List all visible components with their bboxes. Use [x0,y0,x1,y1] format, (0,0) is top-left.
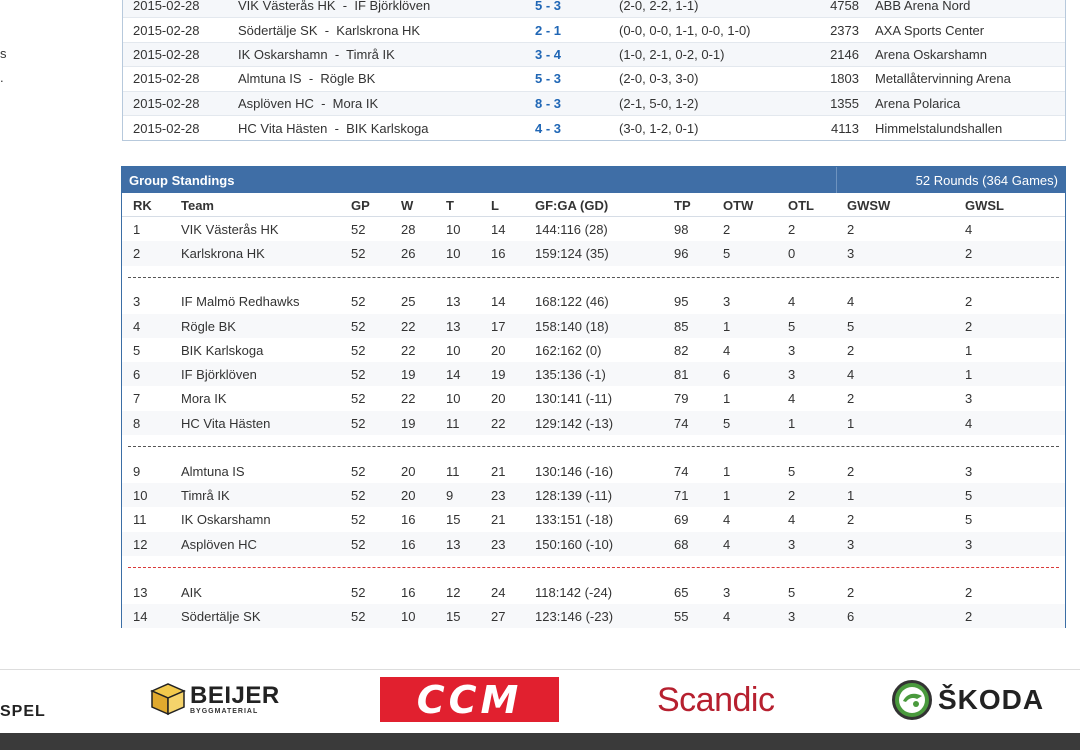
cell-ot-losses: 4 [788,512,796,528]
game-teams[interactable] [238,96,378,111]
cell-gw-shootout-wins: 6 [847,608,855,624]
cell-wins: 20 [401,488,416,504]
cell-gw-shootout-losses: 4 [965,222,973,237]
game-attendance: 1355 [830,95,859,111]
cell-goals: 162:162 (0) [535,342,602,358]
game-attendance: 4758 [830,0,859,14]
game-arena: Arena Polarica [875,95,961,111]
cell-wins: 16 [401,536,416,552]
cell-team[interactable]: IF Malmö Redhawks [181,294,300,310]
cell-games-played: 52 [351,608,366,624]
cell-gw-shootout-losses: 2 [965,584,973,600]
scandic-logo[interactable]: Scandic [657,681,775,719]
cell-ot-wins: 3 [723,294,731,310]
teams-separator: - [313,95,333,111]
cell-goals: 133:151 (-18) [535,512,614,528]
cell-losses: 23 [491,488,506,504]
cell-goals: 159:124 (35) [535,246,609,262]
game-teams[interactable] [238,47,395,62]
cell-wins: 10 [401,608,416,624]
game-row[interactable] [123,0,1065,18]
game-score[interactable]: 3 - 4 [535,46,562,62]
cell-ot-losses: 5 [788,463,796,479]
cell-points: 74 [674,415,689,431]
cell-games-played: 52 [351,391,366,407]
ccm-text: CCM [416,677,523,722]
teams-separator: - [327,120,347,136]
cell-points: 71 [674,488,689,504]
cell-wins: 22 [401,318,416,334]
game-row[interactable] [123,43,1065,67]
column-header-ot-wins[interactable]: OTW [723,198,754,213]
cell-ot-losses: 3 [788,367,796,383]
cell-ot-wins: 3 [723,584,731,600]
spel-logo[interactable]: SPEL [0,703,46,720]
standings-row[interactable] [122,459,1065,483]
home-team[interactable]: IK Oskarshamn [238,46,328,62]
game-periods: (2-0, 2-2, 1-1) [619,0,699,14]
cell-gw-shootout-wins: 1 [847,415,855,431]
cell-ties: 13 [446,318,461,334]
cell-games-played: 52 [351,463,366,479]
beijer-logo[interactable] [150,682,280,716]
game-teams[interactable] [238,71,375,86]
game-row[interactable] [123,18,1065,42]
beijer-name: BEIJER [190,681,280,709]
cell-team[interactable]: BIK Karlskoga [181,342,264,358]
cell-ot-losses: 2 [788,488,796,504]
game-attendance: 4113 [831,120,859,136]
cell-team[interactable]: IF Björklöven [181,367,257,383]
cell-losses: 20 [491,342,506,358]
cell-losses: 24 [491,584,506,600]
cell-ot-losses: 2 [788,222,796,237]
cell-losses: 19 [491,367,506,383]
cell-rank: 9 [133,463,141,479]
cell-points: 69 [674,512,689,528]
cell-games-played: 52 [351,318,366,334]
cell-gw-shootout-losses: 2 [965,318,973,334]
cell-ties: 11 [446,463,460,479]
standings-row[interactable] [122,532,1065,556]
cell-gw-shootout-wins: 4 [847,367,855,383]
cell-ot-wins: 5 [723,415,731,431]
away-team[interactable]: Mora IK [332,95,379,111]
beijer-subtitle: BYGGMATERIAL [190,707,259,715]
cell-gw-shootout-wins: 2 [847,342,855,358]
cell-wins: 22 [401,391,416,407]
standings-row[interactable] [122,362,1065,386]
standings-column-headers [122,193,1065,217]
cell-gw-shootout-losses: 5 [965,488,973,504]
cell-losses: 21 [491,512,506,528]
cell-ot-wins: 4 [723,512,731,528]
column-header-team[interactable]: Team [181,198,214,213]
cell-rank: 13 [133,584,148,600]
cell-gw-shootout-wins: 2 [847,463,855,479]
away-team[interactable]: Rögle BK [320,71,376,87]
cell-gw-shootout-wins: 3 [847,536,855,552]
cell-points: 55 [674,608,689,624]
cell-points: 81 [674,367,689,383]
sponsor-bar [0,669,1080,733]
teams-separator: - [335,0,355,14]
cell-gw-shootout-wins: 2 [847,391,855,407]
game-teams[interactable] [238,121,429,136]
cell-goals: 128:139 (-11) [535,488,613,504]
cell-games-played: 52 [351,512,366,528]
box-icon [150,682,186,716]
cell-ot-wins: 1 [723,463,731,479]
column-header-losses[interactable]: L [491,198,499,213]
cell-points: 85 [674,318,689,334]
game-score[interactable]: 5 - 3 [535,71,562,87]
cell-games-played: 52 [351,246,366,262]
cell-wins: 16 [401,584,416,600]
cell-ot-wins: 4 [723,608,731,624]
cell-games-played: 52 [351,294,366,310]
cell-rank: 5 [133,342,141,358]
standings-row[interactable] [122,580,1065,604]
cut-off-text: s [0,46,7,61]
cut-off-text: . [0,70,4,85]
cell-wins: 19 [401,415,416,431]
standings-row[interactable] [122,411,1065,435]
game-date: 2015-02-28 [133,120,200,136]
standings-body [122,217,1065,628]
group-standings-table [121,166,1066,628]
teams-separator: - [301,71,321,87]
cell-gw-shootout-wins: 3 [847,246,855,262]
cell-ot-losses: 4 [788,294,796,310]
relegation-divider [122,556,1065,580]
cell-ot-wins: 5 [723,246,731,262]
cell-games-played: 52 [351,222,366,237]
standings-row[interactable] [122,483,1065,507]
cell-games-played: 52 [351,536,366,552]
cell-losses: 16 [491,246,506,262]
cell-wins: 20 [401,463,416,479]
game-arena: Metallåtervinning Arena [875,71,1011,87]
cell-ot-losses: 3 [788,608,796,624]
column-header-rank[interactable]: RK [133,198,152,213]
cell-losses: 17 [491,318,506,334]
standings-row[interactable] [122,217,1065,241]
cell-gw-shootout-wins: 2 [847,584,855,600]
cell-team[interactable]: HC Vita Hästen [181,415,271,431]
cell-ot-losses: 0 [788,246,796,262]
header-divider [836,167,837,193]
cell-ot-wins: 4 [723,536,731,552]
cell-games-played: 52 [351,367,366,383]
standings-header [122,167,1065,193]
game-score[interactable]: 4 - 3 [535,120,562,136]
cell-rank: 14 [133,608,148,624]
game-score[interactable]: 5 - 3 [535,0,562,14]
standings-row[interactable] [122,338,1065,362]
cell-goals: 158:140 (18) [535,318,609,334]
cell-team[interactable]: AIK [181,584,202,600]
standings-row[interactable] [122,386,1065,410]
game-arena: AXA Sports Center [875,22,985,38]
cell-rank: 1 [133,222,141,237]
cell-team[interactable]: Karlskrona HK [181,246,265,262]
cell-goals: 130:141 (-11) [535,391,613,407]
cell-ties: 10 [446,342,461,358]
cell-team[interactable]: Asplöven HC [181,536,257,552]
cell-ot-wins: 2 [723,222,731,237]
cell-goals: 130:146 (-16) [535,463,614,479]
footer-bar [0,733,1080,750]
cell-team[interactable]: Almtuna IS [181,463,245,479]
cell-losses: 14 [491,222,506,237]
cell-goals: 123:146 (-23) [535,608,614,624]
away-team[interactable]: Timrå IK [346,46,395,62]
teams-separator: - [317,22,337,38]
teams-separator: - [327,46,347,62]
cell-gw-shootout-losses: 2 [965,294,973,310]
cell-rank: 8 [133,415,141,431]
game-row[interactable] [123,67,1065,91]
cell-points: 82 [674,342,689,358]
game-row[interactable] [123,116,1065,140]
cell-gw-shootout-losses: 2 [965,608,973,624]
cell-losses: 22 [491,415,506,431]
standings-row[interactable] [122,314,1065,338]
game-row[interactable] [123,92,1065,116]
cell-rank: 10 [133,488,148,504]
game-teams[interactable] [238,0,430,13]
standings-row[interactable] [122,289,1065,313]
game-date: 2015-02-28 [133,22,200,38]
cell-ties: 15 [446,512,461,528]
cell-goals: 118:142 (-24) [535,584,613,600]
game-arena: ABB Arena Nord [875,0,971,14]
cell-rank: 11 [133,512,147,528]
game-arena: Arena Oskarshamn [875,46,987,62]
game-arena: Himmelstalundshallen [875,120,1003,136]
cell-team[interactable]: Timrå IK [181,488,230,504]
cell-gw-shootout-wins: 2 [847,512,855,528]
cell-points: 98 [674,222,689,237]
cell-ot-wins: 6 [723,367,731,383]
away-team[interactable]: BIK Karlskoga [346,120,429,136]
cell-team[interactable]: Södertälje SK [181,608,261,624]
away-team[interactable]: IF Björklöven [354,0,431,14]
skoda-name: ŠKODA [938,684,1045,715]
cell-games-played: 52 [351,415,366,431]
cell-ties: 10 [446,246,461,262]
cell-points: 74 [674,463,689,479]
game-periods: (1-0, 2-1, 0-2, 0-1) [619,46,725,62]
cell-games-played: 52 [351,584,366,600]
cell-losses: 20 [491,391,506,407]
cell-rank: 2 [133,246,141,262]
cell-games-played: 52 [351,488,366,504]
cell-goals: 150:160 (-10) [535,536,614,552]
column-header-gw-shootout-losses[interactable]: GWSL [965,198,1004,213]
cell-team[interactable]: Mora IK [181,391,227,407]
game-attendance: 2373 [830,22,859,38]
column-header-wins[interactable]: W [401,198,414,213]
cell-wins: 26 [401,246,416,262]
ccm-logo[interactable] [380,677,559,722]
cell-rank: 12 [133,536,148,552]
cell-team[interactable]: Rögle BK [181,318,236,334]
column-header-ot-losses[interactable]: OTL [788,198,814,213]
cell-ties: 13 [446,294,461,310]
cell-ties: 10 [446,391,461,407]
cell-rank: 6 [133,367,141,383]
cell-goals: 168:122 (46) [535,294,609,310]
cell-ties: 9 [446,488,454,504]
cell-gw-shootout-losses: 5 [965,512,973,528]
cell-losses: 14 [491,294,506,310]
cell-rank: 7 [133,391,141,407]
standings-row[interactable] [122,604,1065,628]
cell-goals: 135:136 (-1) [535,367,606,383]
column-header-ties[interactable]: T [446,198,454,213]
cell-ties: 10 [446,222,461,237]
cell-gw-shootout-losses: 3 [965,463,973,479]
cell-points: 95 [674,294,689,310]
game-score[interactable]: 8 - 3 [535,95,562,111]
game-date: 2015-02-28 [133,0,200,14]
game-score[interactable]: 2 - 1 [535,22,562,38]
column-header-points[interactable]: TP [674,198,691,213]
cell-ot-wins: 4 [723,342,731,358]
cell-games-played: 52 [351,342,366,358]
skoda-arrow-icon [892,680,932,720]
game-teams[interactable] [238,23,420,38]
game-attendance: 1803 [830,71,859,87]
group-divider [122,266,1065,290]
standings-row[interactable] [122,507,1065,531]
column-header-goals[interactable]: GF:GA (GD) [535,198,609,213]
game-date: 2015-02-28 [133,71,200,87]
cell-wins: 28 [401,222,416,237]
game-periods: (3-0, 1-2, 0-1) [619,120,699,136]
home-team[interactable]: Almtuna IS [238,71,302,87]
cell-ot-losses: 1 [788,415,796,431]
cell-rank: 3 [133,294,141,310]
column-header-games-played[interactable]: GP [351,198,370,213]
cell-gw-shootout-wins: 1 [847,488,855,504]
cell-ties: 14 [446,367,461,383]
home-team[interactable]: Asplöven HC [238,95,314,111]
cell-ot-losses: 3 [788,536,796,552]
cell-ot-losses: 5 [788,584,796,600]
cell-losses: 23 [491,536,506,552]
cell-gw-shootout-losses: 4 [965,415,973,431]
cell-ties: 12 [446,584,461,600]
cell-ties: 11 [446,415,460,431]
home-team[interactable]: HC Vita Hästen [238,120,328,136]
cell-gw-shootout-wins: 4 [847,294,855,310]
game-periods: (0-0, 0-0, 1-1, 0-0, 1-0) [619,22,751,38]
cell-gw-shootout-wins: 5 [847,318,855,334]
game-date: 2015-02-28 [133,46,200,62]
cell-ties: 13 [446,536,461,552]
cell-ot-wins: 1 [723,318,731,334]
game-periods: (2-0, 0-3, 3-0) [619,71,699,87]
game-date: 2015-02-28 [133,95,200,111]
home-team[interactable]: VIK Västerås HK [238,0,336,14]
cell-wins: 16 [401,512,416,528]
away-team[interactable]: Karlskrona HK [336,22,421,38]
cell-points: 96 [674,246,689,262]
cell-ot-losses: 5 [788,318,796,334]
game-periods: (2-1, 5-0, 1-2) [619,95,699,111]
cell-wins: 22 [401,342,416,358]
group-divider [122,435,1065,459]
cell-points: 79 [674,391,689,407]
standings-title: Group Standings [129,173,235,188]
cell-team[interactable]: VIK Västerås HK [181,222,279,237]
skoda-logo[interactable] [892,680,1044,720]
column-header-gw-shootout-wins[interactable]: GWSW [847,198,891,213]
standings-row[interactable] [122,241,1065,265]
cell-losses: 21 [491,463,506,479]
cell-team[interactable]: IK Oskarshamn [181,512,271,528]
cell-gw-shootout-losses: 3 [965,536,973,552]
cell-gw-shootout-wins: 2 [847,222,855,237]
cell-gw-shootout-losses: 2 [965,246,973,262]
home-team[interactable]: Södertälje SK [238,22,318,38]
cell-goals: 129:142 (-13) [535,415,614,431]
cell-ot-wins: 1 [723,488,731,504]
game-attendance: 2146 [830,46,859,62]
cell-gw-shootout-losses: 3 [965,391,973,407]
cell-losses: 27 [491,608,506,624]
cell-goals: 144:116 (28) [535,222,608,237]
cell-gw-shootout-losses: 1 [965,342,973,358]
cell-points: 65 [674,584,689,600]
cell-ties: 15 [446,608,461,624]
cell-rank: 4 [133,318,141,334]
cell-ot-losses: 3 [788,342,796,358]
cell-points: 68 [674,536,689,552]
cell-wins: 25 [401,294,416,310]
cell-gw-shootout-losses: 1 [965,367,973,383]
cell-wins: 19 [401,367,416,383]
cell-ot-wins: 1 [723,391,731,407]
rounds-info: 52 Rounds (364 Games) [915,173,1058,188]
games-table [122,0,1066,141]
cell-ot-losses: 4 [788,391,796,407]
